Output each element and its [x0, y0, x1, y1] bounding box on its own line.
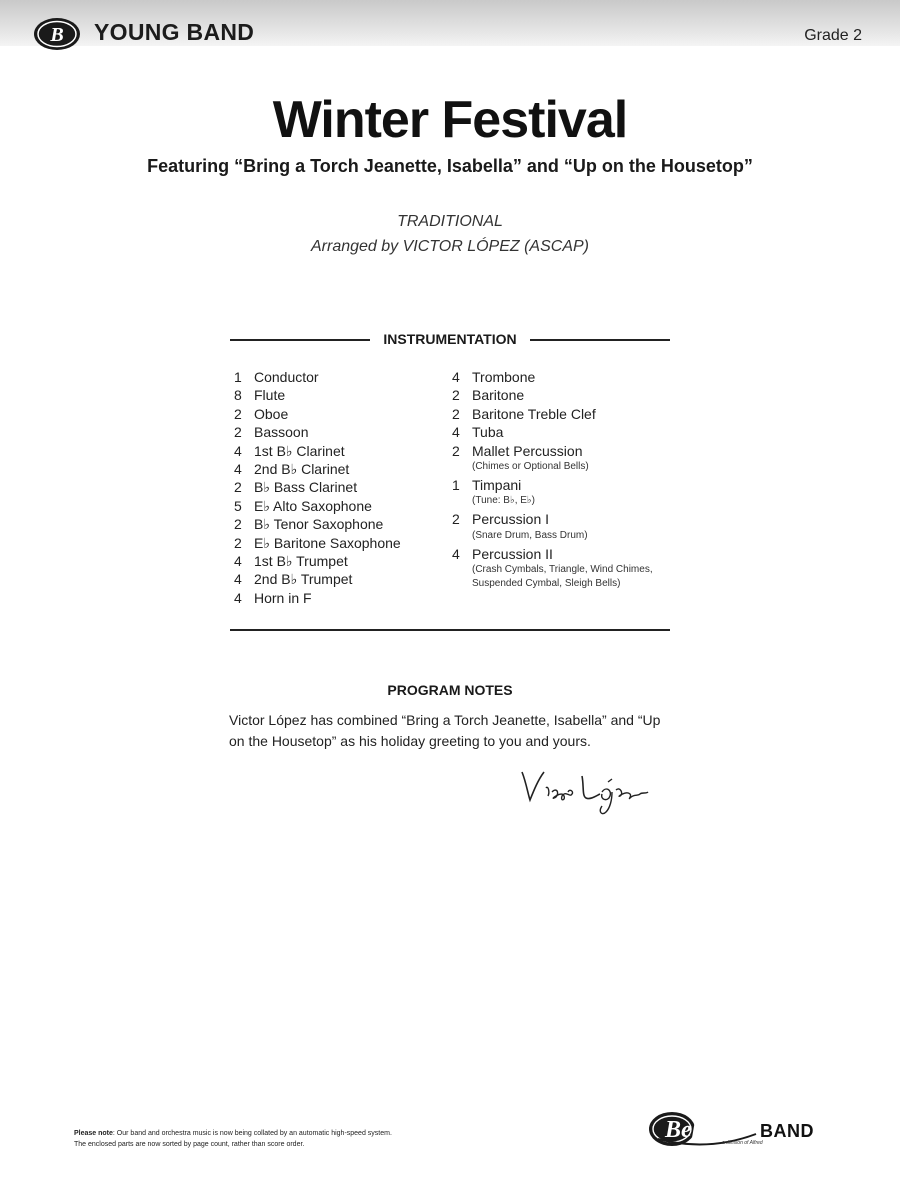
instrument-quantity: 2: [234, 534, 242, 551]
instrument-row: [234, 570, 434, 588]
instrument-row: [234, 478, 434, 496]
instrument-row: [452, 476, 692, 508]
instrument-quantity: 5: [234, 497, 242, 514]
instrument-name: Horn in F: [254, 589, 312, 606]
instrument-quantity: 2: [234, 424, 242, 441]
instrument-name: Oboe: [254, 405, 289, 422]
instrument-row: [234, 515, 434, 533]
belwin-logo-icon: [648, 1108, 758, 1154]
instrument-row: [452, 386, 692, 404]
instrument-row: [234, 423, 434, 441]
instrumentation-heading: [230, 330, 670, 350]
instrument-name: E♭ Alto Saxophone: [254, 497, 372, 514]
svg-text:B: B: [50, 24, 64, 46]
instrument-quantity: 2: [234, 516, 242, 533]
instrument-quantity: 1: [452, 477, 460, 494]
instrument-name: Percussion II: [472, 545, 553, 562]
instrument-row: [452, 545, 692, 591]
program-notes-body: Victor López has combined “Bring a Torch Jeanette, Isabella” and “Up on the Housetop” as his holiday greeting to you and yours.: [229, 712, 661, 749]
instrument-row: [452, 510, 692, 542]
instrument-name: 1st B♭ Clarinet: [254, 442, 345, 459]
instrument-row: [234, 368, 434, 386]
grade-level: Grade 2: [804, 27, 862, 44]
series-name: YOUNG BAND: [94, 19, 255, 45]
instrument-quantity: 4: [234, 461, 242, 478]
instrument-quantity: 2: [234, 479, 242, 496]
instrument-name: B♭ Bass Clarinet: [254, 479, 358, 496]
instrument-quantity: 4: [452, 424, 460, 441]
instrument-note: (Chimes or Optional Bells): [472, 461, 589, 473]
instrument-quantity: 4: [234, 442, 242, 459]
instrument-row: [452, 405, 692, 423]
instrument-quantity: 2: [452, 387, 460, 404]
instrument-row: [452, 368, 692, 386]
belwin-b-logo-icon: [32, 14, 82, 54]
instrument-quantity: 4: [234, 553, 242, 570]
instrument-note: (Snare Drum, Bass Drum): [472, 529, 588, 541]
instrument-name: Tuba: [472, 424, 504, 441]
instrument-name: B♭ Tenor Saxophone: [254, 516, 384, 533]
instrument-name: Baritone: [472, 387, 525, 404]
instrument-name: Bassoon: [254, 424, 309, 441]
instrument-note: (Crash Cymbals, Triangle, Wind Chimes, Suspended Cymbal, Sleigh Bells): [472, 564, 653, 590]
instrument-quantity: 2: [234, 405, 242, 422]
instrument-name: 2nd B♭ Clarinet: [254, 461, 350, 478]
instrument-row: [234, 386, 434, 404]
instrument-row: [234, 497, 434, 515]
instrument-row: [234, 460, 434, 478]
instrument-name: 1st B♭ Trumpet: [254, 553, 348, 570]
instrument-row: [234, 405, 434, 423]
instrument-quantity: 4: [234, 571, 242, 588]
instrument-name: Percussion I: [472, 511, 550, 528]
instrument-note: (Tune: B♭, E♭): [472, 495, 535, 507]
instrument-quantity: 1: [234, 369, 242, 385]
signature-icon: [516, 762, 676, 822]
arranger-credit: Arranged by VICTOR LÓPEZ (ASCAP): [310, 238, 589, 255]
page-title: Winter Festival: [272, 91, 628, 149]
instrument-name: Mallet Percussion: [472, 442, 583, 459]
instrument-row: [234, 442, 434, 460]
instrument-row: [452, 423, 692, 441]
publisher-band-label: BAND: [760, 1121, 814, 1141]
instrument-name: Trombone: [472, 369, 536, 385]
instrument-quantity: 4: [452, 545, 460, 562]
instrumentation-label: INSTRUMENTATION: [230, 331, 670, 347]
instrument-quantity: 4: [452, 369, 460, 385]
instrument-name: E♭ Baritone Saxophone: [254, 534, 401, 551]
instrument-name: Timpani: [472, 477, 522, 494]
instrument-row: [234, 552, 434, 570]
instrument-quantity: 2: [452, 405, 460, 422]
instrument-list-left: [234, 368, 434, 607]
instrument-quantity: 2: [452, 511, 460, 528]
instrument-name: Flute: [254, 387, 286, 404]
instrument-row: [234, 589, 434, 607]
composer-credit: TRADITIONAL: [397, 213, 503, 230]
publisher-logo: [648, 1108, 838, 1154]
instrument-row: [234, 534, 434, 552]
publisher-division: a division of Alfred: [722, 1140, 763, 1146]
instrumentation-bottom-rule: [230, 629, 670, 631]
svg-text:Belwin: Belwin: [665, 1117, 735, 1143]
instrument-name: Baritone Treble Clef: [472, 405, 596, 422]
instrument-quantity: 8: [234, 387, 242, 404]
header-bar: [0, 0, 900, 46]
instrument-list-right: [452, 368, 692, 593]
collation-footnote: Please note: Our band and orchestra music is now being collated by an automatic high-speed system. The enclosed parts are now sorted by page count, rather than score order.: [74, 1130, 392, 1148]
subtitle: Featuring “Bring a Torch Jeanette, Isabella” and “Up on the Housetop”: [147, 156, 753, 176]
instrument-name: 2nd B♭ Trumpet: [254, 571, 353, 588]
program-notes-heading: PROGRAM NOTES: [387, 682, 513, 698]
instrument-name: Conductor: [254, 369, 319, 385]
instrument-row: [452, 442, 692, 474]
instrument-quantity: 2: [452, 442, 460, 459]
instrument-quantity: 4: [234, 589, 242, 606]
